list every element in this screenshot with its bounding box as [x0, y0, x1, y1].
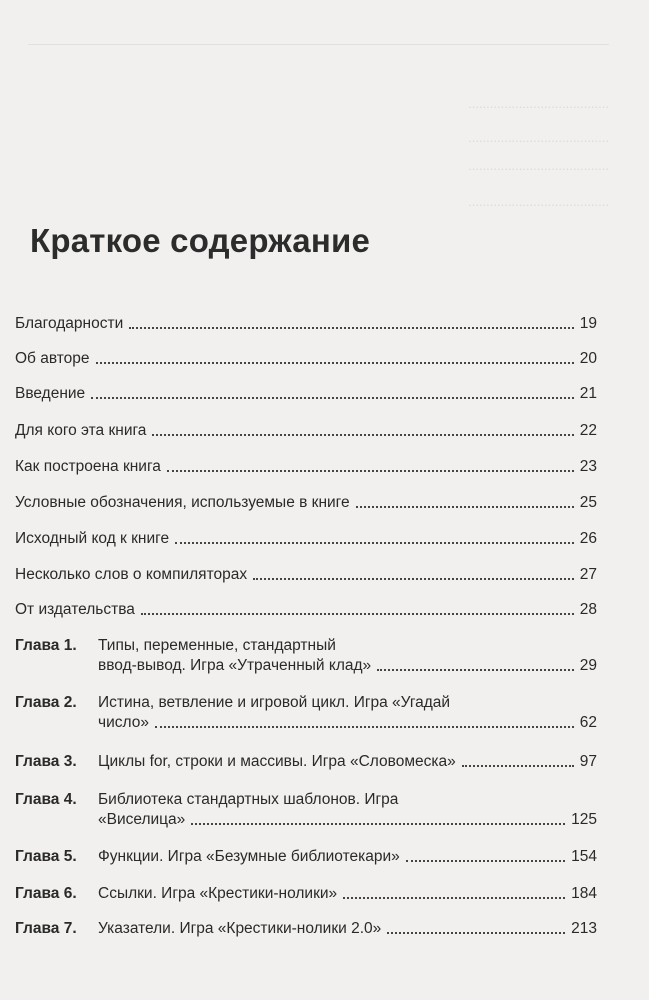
toc-chapter[interactable] [15, 884, 597, 904]
chapter-page: 62 [579, 714, 597, 731]
toc-entry-page: 20 [579, 350, 597, 367]
dot-leader [343, 897, 565, 899]
chapter-title-line1: Указатели. Игра «Крестики-нолики 2.0» [98, 920, 382, 937]
chapter-page: 184 [571, 885, 597, 902]
dot-leader [96, 362, 574, 364]
chapter-label: Глава 7. [15, 920, 77, 937]
toc-chapter[interactable] [15, 790, 597, 830]
toc-entry[interactable] [15, 493, 597, 513]
dot-leader [91, 397, 574, 399]
toc-entry[interactable] [15, 421, 597, 441]
toc-entry-title: Введение [15, 385, 86, 402]
toc-entry-title: Как построена книга [15, 458, 161, 475]
chapter-title-line1: Функции. Игра «Безумные библиотекари» [98, 848, 400, 865]
dot-leader [253, 578, 574, 580]
chapter-title-line2: «Виселица» [98, 811, 186, 828]
chapter-title-line1: Библиотека стандартных шаблонов. Игра [98, 791, 399, 808]
toc-entry-page: 19 [579, 315, 597, 332]
chapter-label: Глава 3. [15, 753, 77, 770]
toc-entry[interactable] [15, 384, 597, 404]
chapter-page: 213 [571, 920, 597, 937]
bleed-through-running-head [28, 44, 609, 49]
toc-entry-title: Для кого эта книга [15, 422, 147, 439]
dot-leader [406, 860, 565, 862]
chapter-title-line1: Ссылки. Игра «Крестики-нолики» [98, 885, 338, 902]
chapter-label: Глава 1. [15, 637, 77, 654]
page-title: Краткое содержание [30, 222, 370, 259]
dot-leader [167, 470, 574, 472]
dot-leader [462, 765, 574, 767]
toc-entry-page: 22 [579, 422, 597, 439]
chapter-title-line2: ввод-вывод. Игра «Утраченный клад» [98, 657, 372, 674]
bleed-through-text [0, 0, 649, 400]
chapter-title-line2: число» [98, 714, 149, 731]
toc-entry[interactable] [15, 529, 597, 549]
toc-entry-title: Исходный код к книге [15, 530, 170, 547]
chapter-page: 154 [571, 848, 597, 865]
dot-leader [356, 506, 574, 508]
chapter-page: 97 [579, 753, 597, 770]
chapter-label: Глава 5. [15, 848, 77, 865]
bleed-through-line: ....................................... [468, 194, 609, 209]
dot-leader [152, 434, 573, 436]
toc-entry[interactable] [15, 314, 597, 334]
dot-leader [387, 932, 565, 934]
bleed-through-line: ....................................... [468, 96, 609, 111]
bleed-through-line: ....................................... [468, 130, 609, 145]
toc-entry-title: Несколько слов о компиляторах [15, 566, 248, 583]
chapter-title-line1: Циклы for, строки и массивы. Игра «Словомеска» [98, 753, 456, 770]
toc-entry[interactable] [15, 457, 597, 477]
chapter-page: 29 [579, 657, 597, 674]
toc-chapter[interactable] [15, 636, 597, 676]
dot-leader [155, 726, 574, 728]
chapter-title-line1: Истина, ветвление и игровой цикл. Игра «Угадай [98, 694, 451, 711]
toc-entry[interactable] [15, 349, 597, 369]
toc-entry[interactable] [15, 600, 597, 620]
toc-entry-page: 21 [579, 385, 597, 402]
toc-entry-page: 28 [579, 601, 597, 618]
toc-chapter[interactable] [15, 847, 597, 867]
bleed-through-line: ....................................... [468, 158, 609, 173]
dot-leader [175, 542, 574, 544]
toc-entry-title: Об авторе [15, 350, 90, 367]
chapter-page: 125 [571, 811, 597, 828]
toc-entry[interactable] [15, 565, 597, 585]
chapter-label: Глава 4. [15, 791, 77, 808]
toc-chapter[interactable] [15, 752, 597, 772]
dot-leader [377, 669, 574, 671]
dot-leader [191, 823, 565, 825]
toc-entry-page: 25 [579, 494, 597, 511]
toc-chapter[interactable] [15, 919, 597, 939]
toc-entry-title: Условные обозначения, используемые в книге [15, 494, 350, 511]
toc-entry-page: 26 [579, 530, 597, 547]
chapter-label: Глава 6. [15, 885, 77, 902]
chapter-label: Глава 2. [15, 694, 77, 711]
chapter-title-line1: Типы, переменные, стандартный [98, 637, 336, 654]
toc-entry-page: 27 [579, 566, 597, 583]
dot-leader [141, 613, 574, 615]
dot-leader [129, 327, 574, 329]
toc-entry-title: Благодарности [15, 315, 124, 332]
toc-entry-page: 23 [579, 458, 597, 475]
toc-chapter[interactable] [15, 693, 597, 733]
toc-entry-title: От издательства [15, 601, 135, 618]
